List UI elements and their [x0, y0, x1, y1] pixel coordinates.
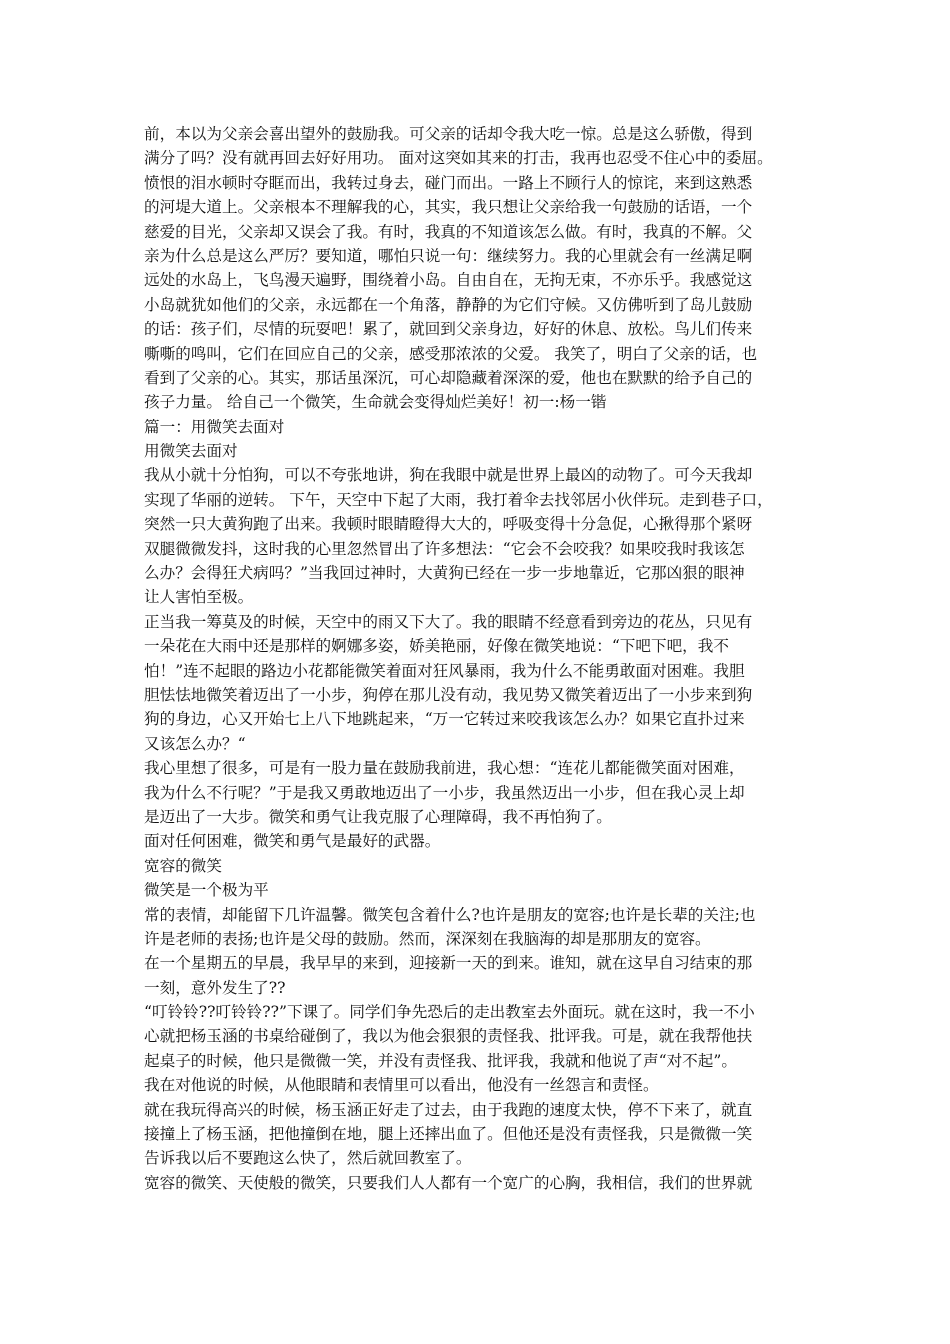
text-line: 在一个星期五的早晨，我早早的来到，迎接新一天的到来。谁知，就在这早自习结束的那: [144, 954, 753, 973]
text-line: 满分了吗？没有就再回去好好用功。 面对这突如其来的打击，我再也忍受不住心中的委屈。: [144, 149, 773, 168]
text-line: 亲为什么总是这么严厉？要知道，哪怕只说一句：继续努力。我的心里就会有一丝满足啊: [144, 246, 753, 265]
text-line: 常的表情，却能留下几许温馨。微笑包含着什么?也许是朋友的宽容;也许是长辈的关注;也: [144, 905, 756, 924]
section-heading: 篇一：用微笑去面对: [144, 417, 285, 436]
text-line: 面对任何困难，微笑和勇气是最好的武器。: [144, 832, 441, 851]
text-line: 是迈出了一大步。微笑和勇气让我克服了心理障碍，我不再怕狗了。: [144, 807, 612, 826]
text-line: 实现了华丽的逆转。 下午，天空中下起了大雨，我打着伞去找邻居小伙伴玩。走到巷子口，: [144, 490, 773, 509]
text-line: 许是老师的表扬;也许是父母的鼓励。然而，深深刻在我脑海的却是那朋友的宽容。: [144, 929, 711, 948]
text-line: 一朵花在大雨中还是那样的婀娜多姿，娇美艳丽，好像在微笑地说：“下吧下吧，我不: [144, 637, 729, 656]
text-line: 就在我玩得高兴的时候，杨玉涵正好走了过去，由于我跑的速度太快，停不下来了，就直: [144, 1100, 753, 1119]
text-line: 怕！”连不起眼的路边小花都能微笑着面对狂风暴雨，我为什么不能勇敢面对困难。我胆: [144, 661, 745, 680]
text-line: 起桌子的时候，他只是微微一笑，并没有责怪我、批评我，我就和他说了声“对不起”。: [144, 1051, 737, 1070]
text-line: 小岛就犹如他们的父亲，永远都在一个角落，静静的为它们守候。又仿佛听到了岛儿鼓励: [144, 295, 753, 314]
text-line: 正当我一筹莫及的时候，天空中的雨又下大了。我的眼睛不经意看到旁边的花丛，只见有: [144, 612, 753, 631]
text-line: 慈爱的目光，父亲却又误会了我。有时，我真的不知道该怎么做。有时，我真的不解。父: [144, 222, 753, 241]
text-line: 远处的水岛上，飞鸟漫天遍野，围绕着小岛。自由自在，无拘无束，不亦乐乎。我感觉这: [144, 271, 753, 290]
article-title: 用微笑去面对: [144, 442, 238, 461]
text-line: 微笑是一个极为平: [144, 881, 269, 900]
text-line: 看到了父亲的心。其实，那话虽深沉，可心却隐藏着深深的爱，他也在默默的给予自己的: [144, 368, 753, 387]
text-line: 突然一只大黄狗跑了出来。我顿时眼睛瞪得大大的，呼吸变得十分急促，心揪得那个紧呀: [144, 515, 753, 534]
text-line: 又该怎么办？“: [144, 734, 246, 753]
text-line: 胆怯怯地微笑着迈出了一小步，狗停在那儿没有动，我见势又微笑着迈出了一小步来到狗: [144, 685, 753, 704]
text-line: 心就把杨玉涵的书桌给碰倒了，我以为他会狠狠的责怪我、批评我。可是，就在我帮他扶: [144, 1027, 753, 1046]
text-line: 告诉我以后不要跑这么快了，然后就回教室了。: [144, 1149, 472, 1168]
text-line: 我在对他说的时候，从他眼睛和表情里可以看出，他没有一丝怨言和责怪。: [144, 1076, 659, 1095]
text-line: 的河堤大道上。父亲根本不理解我的心，其实，我只想让父亲给我一句鼓励的话语，一个: [144, 198, 753, 217]
text-line: 孩子力量。 给自己一个微笑，生命就会变得灿烂美好！初一:杨一锴: [144, 393, 607, 412]
text-line: 接撞上了杨玉涵，把他撞倒在地，腿上还摔出血了。但他还是没有责怪我，只是微微一笑: [144, 1125, 753, 1144]
text-line: 愤恨的泪水顿时夺眶而出，我转过身去，碰门而出。一路上不顾行人的惊诧，来到这熟悉: [144, 173, 753, 192]
text-line: 么办？会得狂犬病吗？”当我回过神时，大黄狗已经在一步一步地靠近，它那凶狠的眼神: [144, 564, 745, 583]
text-line: 前，本以为父亲会喜出望外的鼓励我。可父亲的话却令我大吃一惊。总是这么骄傲，得到: [144, 125, 753, 143]
text-line: 我心里想了很多，可是有一股力量在鼓励我前进，我心想：“连花儿都能微笑面对困难，: [144, 759, 745, 778]
article-title: 宽容的微笑: [144, 856, 222, 875]
text-line: 让人害怕至极。: [144, 588, 254, 607]
text-line: 我为什么不行呢？”于是我又勇敢地迈出了一小步，我虽然迈出一小步，但在我心灵上却: [144, 783, 745, 802]
text-line: 我从小就十分怕狗，可以不夸张地讲，狗在我眼中就是世界上最凶的动物了。可今天我却: [144, 466, 753, 485]
text-line: 嘶嘶的鸣叫，它们在回应自己的父亲，感受那浓浓的父爱。 我笑了，明白了父亲的话，也: [144, 344, 758, 363]
text-line: “叮铃铃??叮铃铃??”下课了。同学们争先恐后的走出教室去外面玩。就在这时，我一不小: [144, 1003, 755, 1022]
document-body: [144, 122, 824, 1195]
text-line: 狗的身边，心又开始七上八下地跳起来，“万一它转过来咬我该怎么办？如果它直扑过来: [144, 710, 745, 729]
text-line: 宽容的微笑、天使般的微笑，只要我们人人都有一个宽广的心胸，我相信，我们的世界就: [144, 1173, 753, 1192]
text-line: 的话：孩子们，尽情的玩耍吧！累了，就回到父亲身边，好好的休息、放松。鸟儿们传来: [144, 320, 753, 339]
text-line: 一刻，意外发生了??: [144, 978, 286, 997]
text-line: 双腿微微发抖，这时我的心里忽然冒出了许多想法：“它会不会咬我？如果咬我时我该怎: [144, 539, 745, 558]
